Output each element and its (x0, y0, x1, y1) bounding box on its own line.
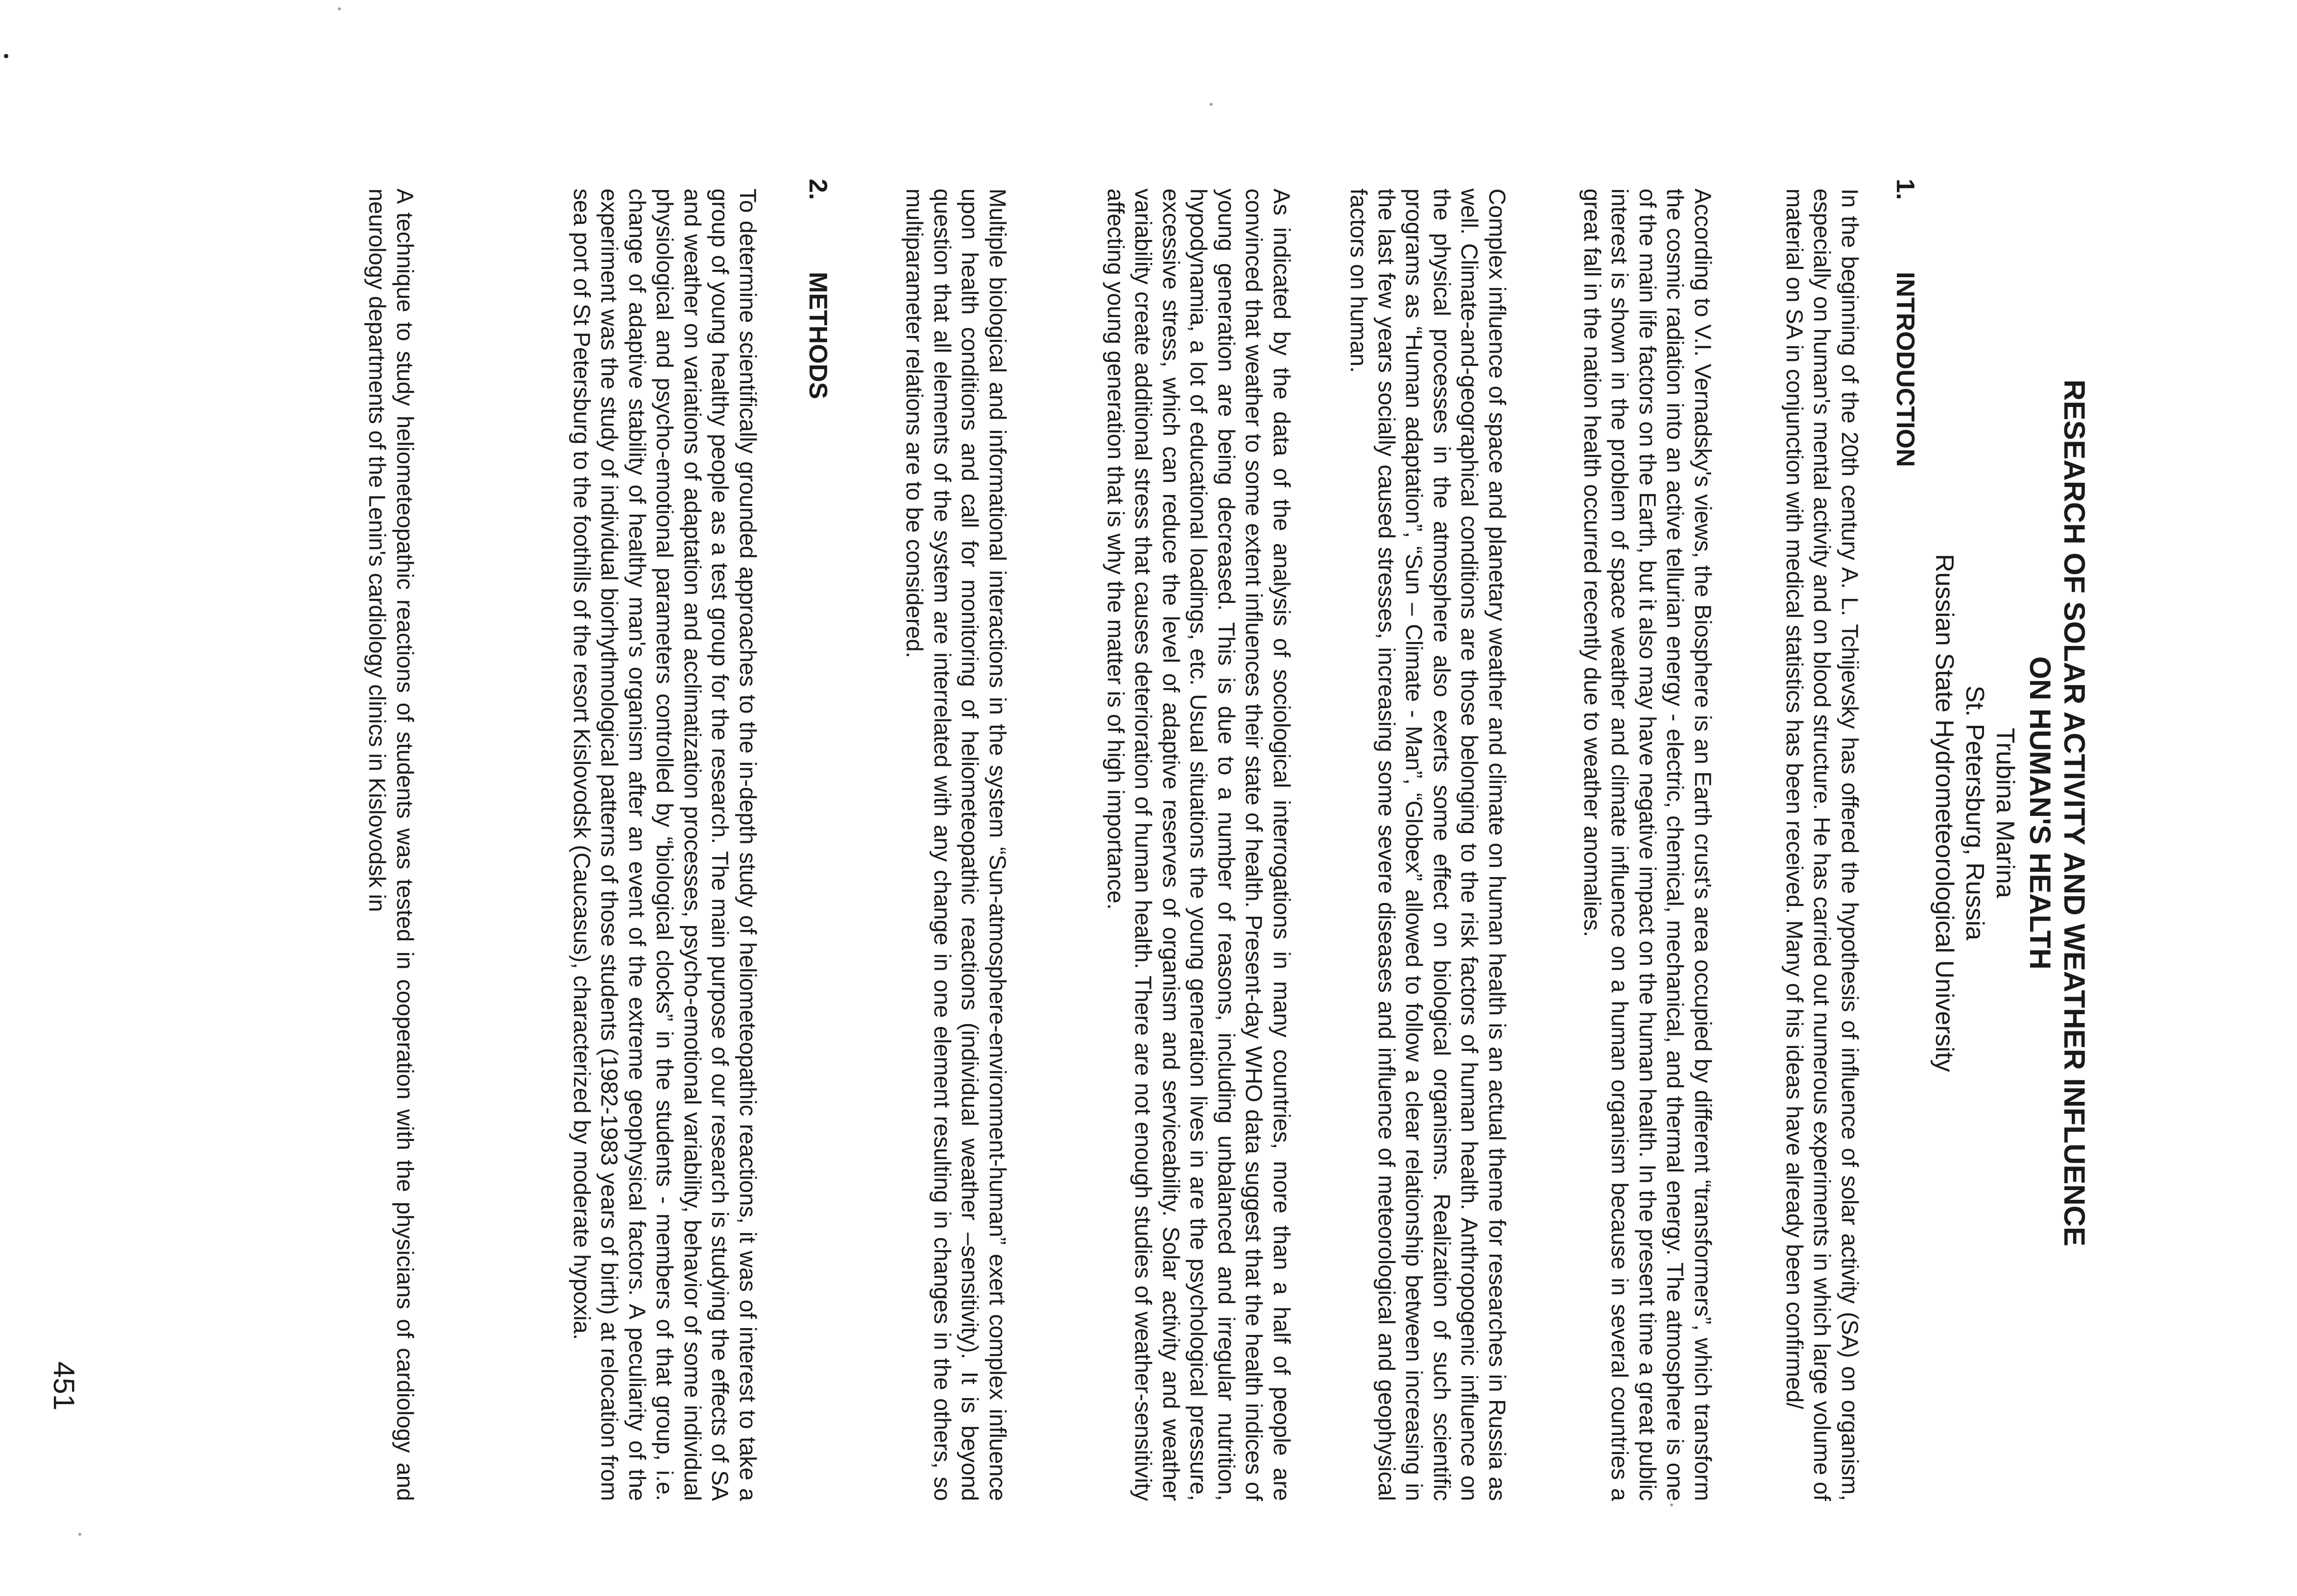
intro-paragraph-2: According to V.I. Vernadsky's views, the Biosphere is an Earth crust's area occupied by different “transformers”, which transform the cosmic radiation into an active tellurian energy - electric, chemical, mechanical, and thermal energy. The atmosphere is one of the main life factors on the Earth, but it also may have negative impact on the human health. In the present time a great public interest is shown in the problem of space weather and climate influence on a human organism because in several countries a great fall in the nation health occurred recently due to weather anomalies. (1579, 189, 1716, 1501)
section-title: METHODS (804, 272, 832, 399)
intro-paragraph-3: Complex influence of space and planetary weather and climate on human health is an actual theme for researches in Russia as well. Climate-and-geographical conditions are those belonging to the risk factors of human health. Anthropogenic influence on the physical processes in the atmosphere also exerts some effect on biological organisms. Realization of such scientific programs as “Human adaptation”, “Sun – Climate - Man”, “Globex” allowed to follow a clear relationship between increasing in the last few years socially caused stresses, increasing some severe diseases and influence of meteorological and geophysical factors on human. (1346, 189, 1510, 1501)
author-name: Trubina Marina (1991, 728, 2019, 898)
author-location: St. Petersburg, Russia (1961, 685, 1989, 941)
section-number: 1. (1891, 179, 1919, 200)
page-number: 451 (48, 1361, 80, 1411)
section-number: 2. (804, 179, 832, 200)
author-affiliation: Russian State Hydrometeorological University (1930, 554, 1959, 1072)
section-title: INTRODUCTION (1891, 272, 1919, 467)
section-heading-introduction (1890, 179, 1920, 467)
intro-paragraph-5: Multiple biological and informational interactions in the system “Sun-atmosphere-environment-human” exert complex influence upon health conditions and call for monitoring of heliometeopathic reactions (individual weather –sensitivity). It is beyond question that all elements of the system are interrelated with any change in one element resulting in changes in the others, so multiparameter relations are to be considered. (902, 189, 1011, 1501)
section-heading-methods (803, 179, 833, 399)
intro-paragraph-1: In the beginning of the 20th century A. L. Tchijevsky has offered the hypothesis of influence of solar activity (SA) on organism, especially on human's mental activity and on blood structure. He has carried out numerous experiments in which large volume of material on SA in conjunction with medical statistics has been received. Many of his ideas have already been confirmed/ (1782, 189, 1863, 1501)
methods-paragraph-2: A technique to study heliometeopathic reactions of students was tested in cooperation with the physicians of cardiology and neurology departments of the Lenin's cardiology clinics in Kislovodsk in (364, 189, 418, 1501)
paper-title (2023, 186, 2091, 1440)
title-line-1: RESEARCH OF SOLAR ACTIVITY AND WEATHER INFLUENCE (2058, 379, 2091, 1247)
methods-paragraph-1: To determine scientifically grounded approaches to the in-depth study of heliometeopathic reactions, it was of interest to take a group of young healthy people as a test group for the research. The main purpose of our research is studying the effects of SA and weather on variations of adaptation and acclimatization processes, psycho-emotional variability, behavior of some individual physiological and psycho-emotional parameters controlled by “biological clocks” in the students - members of that group, i.e. change of adaptive stability of healthy man's organism after an event of the extreme geophysical factors. A peculiarity of the experiment was the study of individual biorhythmological patterns of those students (1982-1983 years of birth) at relocation from sea port of St Petersburg to the foothills of the resort Kislovodsk (Caucasus), characterized by moderate hypoxia. (569, 189, 761, 1501)
intro-paragraph-4: As indicated by the data of the analysis of sociological interrogations in many countries, more than a half of people are convinced that weather to some extent influences their state of health. Present-day WHO data suggest that the health indices of young generation are being decreased. This is due to a number of reasons, including unbalanced and irregular nutrition, hypodynamia, a lot of educational loadings, etc. Usual situations the young generation lives in are the psychological pressure, excessive stress, which can reduce the level of adaptive reserves of organism and serviceability. Solar activity and weather variability create additional stress that causes deterioration of human health. There are not enough studies of weather-sensitivity affecting young generation that is why the matter is of high importance. (1103, 189, 1295, 1501)
title-line-2: ON HUMAN'S HEALTH (2024, 656, 2057, 970)
